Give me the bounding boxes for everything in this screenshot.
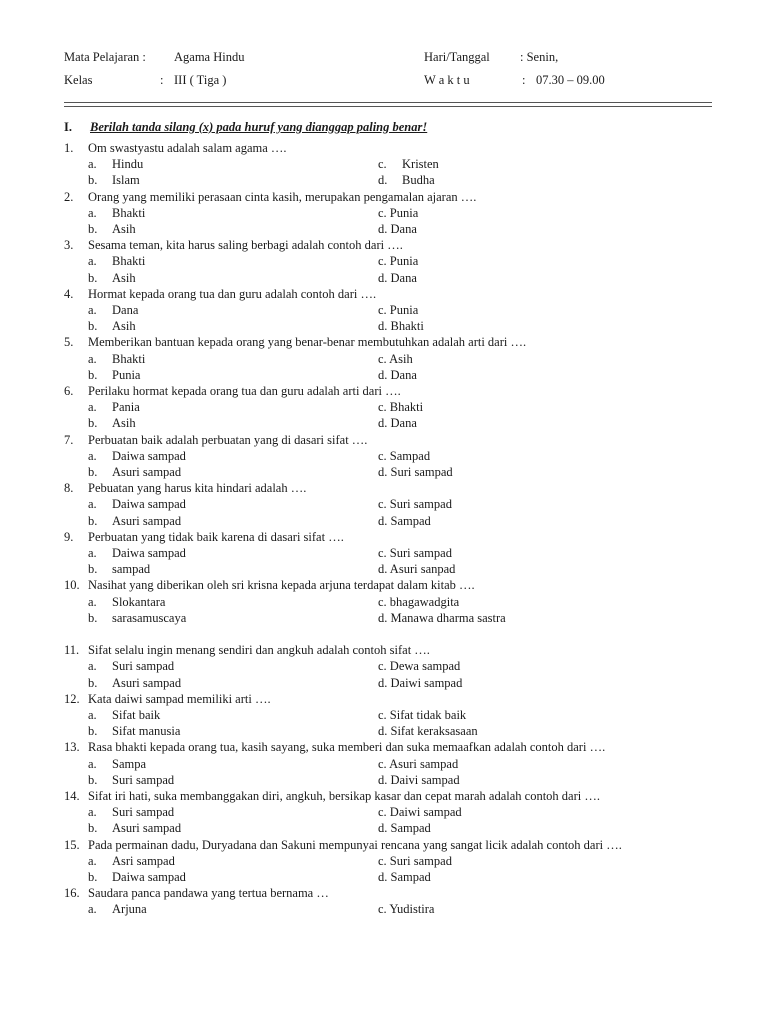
answer-option[interactable] <box>378 156 648 172</box>
question-number: 3. <box>64 238 74 253</box>
option-letter: b. <box>88 724 98 739</box>
question-number: 4. <box>64 286 74 301</box>
class-colon: : <box>160 73 164 87</box>
option-text: Bhakti <box>112 254 146 269</box>
answer-option[interactable] <box>88 156 378 172</box>
option-text: c. Yudistira <box>378 902 435 917</box>
question-item <box>64 529 714 578</box>
answer-option[interactable] <box>88 221 378 237</box>
section-heading <box>64 120 427 135</box>
answer-option[interactable] <box>378 415 648 431</box>
option-text: Suri sampad <box>112 772 175 787</box>
option-text: d. Dana <box>378 222 417 237</box>
answer-option[interactable] <box>378 513 648 529</box>
option-text: Slokantara <box>112 594 166 609</box>
answer-option[interactable] <box>88 658 378 674</box>
answer-option[interactable] <box>378 658 648 674</box>
option-text: d. Manawa dharma sastra <box>378 610 506 625</box>
answer-options <box>64 545 714 577</box>
answer-options <box>64 205 714 237</box>
option-text: Asih <box>112 270 136 285</box>
option-letter: b. <box>88 610 98 625</box>
option-text: c. Asih <box>378 351 413 366</box>
answer-options <box>64 707 714 739</box>
answer-options <box>64 594 714 626</box>
option-letter: a. <box>88 707 97 722</box>
answer-option[interactable] <box>88 610 378 626</box>
option-letter: b. <box>88 513 98 528</box>
answer-option[interactable] <box>88 351 378 367</box>
question-number: 9. <box>64 529 74 544</box>
answer-option[interactable] <box>88 675 378 691</box>
answer-option[interactable] <box>378 756 648 772</box>
exam-header <box>64 50 714 100</box>
answer-option[interactable] <box>88 253 378 269</box>
option-text: Asuri sampad <box>112 465 182 480</box>
option-letter: b. <box>88 465 98 480</box>
option-text: d. Asuri sanpad <box>378 562 456 577</box>
answer-option[interactable] <box>378 221 648 237</box>
answer-options <box>64 853 714 885</box>
answer-option[interactable] <box>378 367 648 383</box>
time-label: W a k t u <box>424 73 470 87</box>
question-number: 6. <box>64 384 74 399</box>
option-letter: b. <box>88 270 98 285</box>
question-item <box>64 691 714 740</box>
option-text: c. Suri sampad <box>378 546 452 561</box>
question-text: Nasihat yang diberikan oleh sri krisna kepada arjuna terdapat dalam kitab …. <box>88 578 475 593</box>
answer-option[interactable] <box>378 351 648 367</box>
subject-label: Mata Pelajaran : <box>64 50 146 64</box>
answer-option[interactable] <box>88 772 378 788</box>
header-divider-top <box>64 102 712 103</box>
option-text: Daiwa sampad <box>112 869 186 884</box>
question-text: Orang yang memiliki perasaan cinta kasih, merupakan pengamalan ajaran …. <box>88 189 477 204</box>
answer-option[interactable] <box>88 869 378 885</box>
answer-option[interactable] <box>378 302 648 318</box>
option-text: Daiwa sampad <box>112 546 186 561</box>
question-number: 1. <box>64 141 74 155</box>
option-text: Hindu <box>112 157 144 172</box>
question-gap <box>64 626 714 642</box>
answer-option[interactable] <box>378 804 648 820</box>
option-letter: b. <box>88 675 98 690</box>
option-text: Sifat manusia <box>112 724 181 739</box>
option-text: sampad <box>112 562 151 577</box>
option-letter: a. <box>88 756 97 771</box>
option-text: Asih <box>112 416 136 431</box>
answer-option[interactable] <box>88 172 378 188</box>
subject-value: Agama Hindu <box>174 50 245 64</box>
option-text: d. Dana <box>378 367 417 382</box>
question-item <box>64 788 714 837</box>
answer-option[interactable] <box>88 545 378 561</box>
question-item <box>64 432 714 481</box>
header-divider-bottom <box>64 106 712 107</box>
option-letter: a. <box>88 546 97 561</box>
option-text: Bhakti <box>112 205 146 220</box>
question-item <box>64 237 714 286</box>
question-item <box>64 642 714 691</box>
option-text: c. bhagawadgita <box>378 594 460 609</box>
question-text: Rasa bhakti kepada orang tua, kasih sayang, suka memberi dan suka memaafkan adalah contoh dari …. <box>88 740 606 755</box>
option-text: Arjuna <box>112 902 147 917</box>
answer-option[interactable] <box>378 205 648 221</box>
option-text: c. Punia <box>378 254 419 269</box>
option-letter: b. <box>88 173 98 188</box>
option-text: d. Dana <box>378 270 417 285</box>
option-letter: b. <box>88 821 98 836</box>
question-text: Sesama teman, kita harus saling berbagi adalah contoh dari …. <box>88 238 403 253</box>
answer-option[interactable] <box>378 772 648 788</box>
option-text: sarasamuscaya <box>112 610 187 625</box>
option-text: d. Bhakti <box>378 319 424 334</box>
section-instruction: Berilah tanda silang (x) pada huruf yang dianggap paling benar! <box>90 120 428 134</box>
option-text: Asih <box>112 222 136 237</box>
answer-option[interactable] <box>88 318 378 334</box>
answer-option[interactable] <box>88 464 378 480</box>
answer-option[interactable] <box>88 302 378 318</box>
class-label: Kelas <box>64 73 93 87</box>
option-letter: a. <box>88 594 97 609</box>
question-number: 5. <box>64 335 74 350</box>
question-number: 16. <box>64 886 80 901</box>
question-item <box>64 480 714 529</box>
option-text: Asuri sampad <box>112 513 182 528</box>
answer-option[interactable] <box>88 853 378 869</box>
option-text: d. Daiwi sampad <box>378 675 463 690</box>
day-label: Hari/Tanggal <box>424 50 490 64</box>
time-value: 07.30 – 09.00 <box>536 73 605 87</box>
option-text: d. Sampad <box>378 513 431 528</box>
answer-option[interactable] <box>88 448 378 464</box>
question-number: 7. <box>64 432 74 447</box>
option-text: Islam <box>112 173 140 188</box>
question-text: Perilaku hormat kepada orang tua dan guru adalah arti dari …. <box>88 384 401 399</box>
question-number: 10. <box>64 578 80 593</box>
answer-options <box>64 399 714 431</box>
answer-options <box>64 253 714 285</box>
option-letter: a. <box>88 303 97 318</box>
answer-option[interactable] <box>88 205 378 221</box>
option-text: Bhakti <box>112 351 146 366</box>
question-number: 13. <box>64 740 80 755</box>
option-text: c. Sifat tidak baik <box>378 707 467 722</box>
option-letter: a. <box>88 254 97 269</box>
answer-option[interactable] <box>378 610 648 626</box>
answer-options <box>64 496 714 528</box>
question-item <box>64 577 714 626</box>
option-text: c. Dewa sampad <box>378 659 461 674</box>
answer-option[interactable] <box>378 869 648 885</box>
class-value: III ( Tiga ) <box>174 73 227 87</box>
question-text: Perbuatan baik adalah perbuatan yang di dasari sifat …. <box>88 432 368 447</box>
option-letter: a. <box>88 157 97 172</box>
answer-option[interactable] <box>378 545 648 561</box>
option-text: Punia <box>112 367 141 382</box>
question-text: Hormat kepada orang tua dan guru adalah contoh dari …. <box>88 286 377 301</box>
option-text: d. Dana <box>378 416 417 431</box>
option-text: Dana <box>112 303 139 318</box>
option-text: c. Bhakti <box>378 400 424 415</box>
option-letter: a. <box>88 902 97 917</box>
question-text: Pada permainan dadu, Duryadana dan Sakuni mempunyai rencana yang sangat licik adalah contoh dari …. <box>88 837 622 852</box>
option-letter: c. <box>378 157 387 172</box>
question-number: 2. <box>64 189 74 204</box>
answer-option[interactable] <box>88 594 378 610</box>
answer-option[interactable] <box>378 270 648 286</box>
answer-option[interactable] <box>378 707 648 723</box>
option-letter: b. <box>88 562 98 577</box>
option-text: d. Daivi sampad <box>378 772 460 787</box>
answer-option[interactable] <box>88 804 378 820</box>
option-letter: a. <box>88 205 97 220</box>
answer-option[interactable] <box>88 367 378 383</box>
answer-option[interactable] <box>378 253 648 269</box>
answer-option[interactable] <box>88 723 378 739</box>
option-text: Asih <box>112 319 136 334</box>
question-number: 15. <box>64 837 80 852</box>
time-colon: : <box>522 73 526 87</box>
question-item <box>64 334 714 383</box>
question-text: Sifat selalu ingin menang sendiri dan angkuh adalah contoh sifat …. <box>88 643 430 658</box>
answer-option[interactable] <box>378 399 648 415</box>
answer-option[interactable] <box>378 675 648 691</box>
question-number: 14. <box>64 788 80 803</box>
option-text: c. Suri sampad <box>378 497 452 512</box>
answer-option[interactable] <box>378 853 648 869</box>
option-text: d. Sampad <box>378 821 431 836</box>
answer-option[interactable] <box>88 707 378 723</box>
option-text: d. Sifat keraksasaan <box>378 724 478 739</box>
answer-option[interactable] <box>88 496 378 512</box>
question-number: 12. <box>64 691 80 706</box>
option-letter: a. <box>88 497 97 512</box>
option-text: c. Punia <box>378 303 419 318</box>
option-text: Asri sampad <box>112 853 175 868</box>
answer-option[interactable] <box>88 901 378 917</box>
option-letter: a. <box>88 805 97 820</box>
day-value: : Senin, <box>520 50 559 64</box>
option-text: c. Suri sampad <box>378 853 452 868</box>
question-number: 11. <box>64 643 80 658</box>
question-item <box>64 739 714 788</box>
question-text: Memberikan bantuan kepada orang yang benar-benar membutuhkan adalah arti dari …. <box>88 335 527 350</box>
answer-options <box>64 351 714 383</box>
answer-option[interactable] <box>378 318 648 334</box>
option-letter: b. <box>88 319 98 334</box>
option-text: Suri sampad <box>112 805 175 820</box>
question-text: Sifat iri hati, suka membanggakan diri, angkuh, bersikap kasar dan cepat marah adalah contoh dari …. <box>88 788 600 803</box>
question-text: Pebuatan yang harus kita hindari adalah …. <box>88 481 307 496</box>
option-text: c. Punia <box>378 205 419 220</box>
question-item <box>64 286 714 335</box>
option-letter: b. <box>88 869 98 884</box>
answer-option[interactable] <box>378 464 648 480</box>
question-item <box>64 383 714 432</box>
question-number: 8. <box>64 481 74 496</box>
option-letter: b. <box>88 222 98 237</box>
answer-option[interactable] <box>88 270 378 286</box>
answer-option[interactable] <box>378 448 648 464</box>
answer-option[interactable] <box>378 561 648 577</box>
question-text: Perbuatan yang tidak baik karena di dasari sifat …. <box>88 529 344 544</box>
answer-option[interactable] <box>378 172 648 188</box>
option-letter: b. <box>88 772 98 787</box>
answer-options <box>64 756 714 788</box>
option-letter: b. <box>88 367 98 382</box>
option-text: Asuri sampad <box>112 821 182 836</box>
answer-options <box>64 804 714 836</box>
option-letter: a. <box>88 400 97 415</box>
answer-option[interactable] <box>88 561 378 577</box>
answer-option[interactable] <box>88 415 378 431</box>
question-item <box>64 140 714 189</box>
option-letter: d. <box>378 173 388 188</box>
question-text: Om swastyastu adalah salam agama …. <box>88 141 287 155</box>
answer-options <box>64 302 714 334</box>
option-text: c. Asuri sampad <box>378 756 459 771</box>
option-text: Budha <box>402 173 435 188</box>
question-list <box>64 140 714 918</box>
option-letter: a. <box>88 448 97 463</box>
answer-options <box>64 156 714 188</box>
question-item <box>64 189 714 238</box>
option-letter: a. <box>88 659 97 674</box>
option-text: Kristen <box>402 157 439 172</box>
answer-option[interactable] <box>378 496 648 512</box>
answer-option[interactable] <box>378 901 648 917</box>
answer-option[interactable] <box>378 723 648 739</box>
option-text: Daiwa sampad <box>112 497 186 512</box>
answer-options <box>64 448 714 480</box>
section-number: I. <box>64 120 72 134</box>
question-text: Saudara panca pandawa yang tertua bernama … <box>88 886 329 901</box>
option-text: c. Daiwi sampad <box>378 805 462 820</box>
question-item <box>64 837 714 886</box>
question-item <box>64 885 714 917</box>
question-text: Kata daiwi sampad memiliki arti …. <box>88 691 271 706</box>
option-text: Sampa <box>112 756 147 771</box>
option-letter: a. <box>88 853 97 868</box>
option-text: d. Suri sampad <box>378 465 453 480</box>
option-text: Sifat baik <box>112 707 161 722</box>
option-text: c. Sampad <box>378 448 431 463</box>
option-text: Daiwa sampad <box>112 448 186 463</box>
answer-options <box>64 658 714 690</box>
answer-option[interactable] <box>88 820 378 836</box>
option-text: Suri sampad <box>112 659 175 674</box>
answer-option[interactable] <box>88 756 378 772</box>
answer-options <box>64 901 714 917</box>
option-letter: a. <box>88 351 97 366</box>
answer-option[interactable] <box>88 513 378 529</box>
answer-option[interactable] <box>378 820 648 836</box>
option-text: Pania <box>112 400 140 415</box>
answer-option[interactable] <box>378 594 648 610</box>
answer-option[interactable] <box>88 399 378 415</box>
option-text: Asuri sampad <box>112 675 182 690</box>
option-letter: b. <box>88 416 98 431</box>
option-text: d. Sampad <box>378 869 431 884</box>
